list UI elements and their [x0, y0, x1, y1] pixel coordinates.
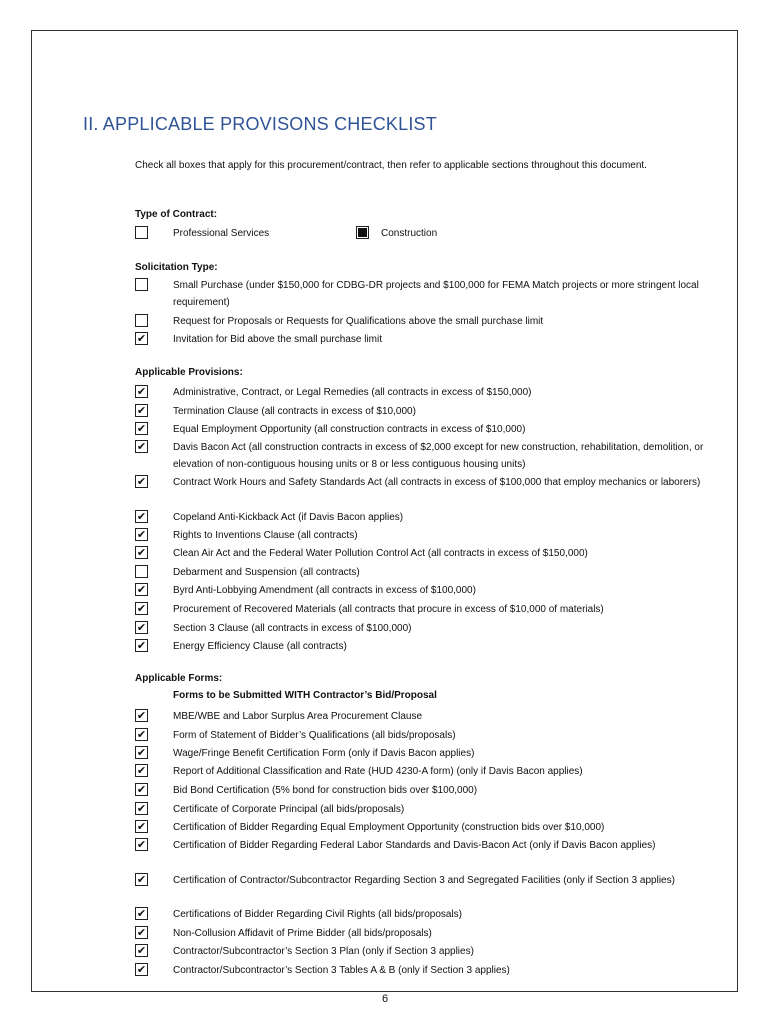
checkmark-icon: ✔ — [136, 838, 147, 851]
checkmark-icon: ✔ — [136, 602, 147, 615]
checklist-item-label: Certificate of Corporate Principal (all bids/proposals) — [173, 804, 405, 815]
checkmark-icon: ✔ — [136, 621, 147, 634]
checkbox[interactable] — [135, 422, 148, 435]
provision-item — [135, 620, 725, 637]
form-item — [135, 801, 725, 818]
checkbox[interactable] — [135, 332, 148, 345]
checkmark-icon: ✔ — [136, 907, 147, 920]
checkmark-icon: ✔ — [136, 583, 147, 596]
checkbox[interactable] — [135, 475, 148, 488]
checkmark-icon: ✔ — [136, 746, 147, 759]
applicable-provisions-heading: Applicable Provisions: — [135, 367, 243, 378]
provision-item — [135, 564, 725, 581]
checklist-item-label: Invitation for Bid above the small purchase limit — [173, 334, 382, 345]
checkmark-icon: ✔ — [136, 944, 147, 957]
provision-item — [135, 582, 725, 599]
form-item — [135, 763, 725, 780]
solicitation-item — [135, 277, 725, 311]
checkmark-icon: ✔ — [136, 728, 147, 741]
checkmark-icon: ✔ — [136, 546, 147, 559]
checkbox[interactable] — [135, 783, 148, 796]
checklist-item-label: Certification of Contractor/Subcontractor Regarding Section 3 and Segregated Facilities (only if Section 3 applies) — [173, 875, 675, 886]
checklist-item-label: Equal Employment Opportunity (all construction contracts in excess of $10,000) — [173, 424, 526, 435]
professional-services-label: Professional Services — [173, 228, 270, 239]
checkbox[interactable] — [135, 440, 148, 453]
checklist-item-label: Energy Efficiency Clause (all contracts) — [173, 641, 347, 652]
checkbox[interactable] — [135, 314, 148, 327]
checkmark-icon: ✔ — [136, 926, 147, 939]
checklist-item-label: Form of Statement of Bidder’s Qualifications (all bids/proposals) — [173, 730, 456, 741]
provision-item — [135, 601, 725, 618]
checkmark-icon: ✔ — [136, 709, 147, 722]
checkbox[interactable] — [135, 385, 148, 398]
checkmark-icon: ✔ — [136, 802, 147, 815]
provision-item — [135, 638, 725, 655]
checkbox[interactable] — [135, 528, 148, 541]
form-item — [135, 943, 725, 960]
construction-label: Construction — [381, 228, 438, 239]
checkbox[interactable] — [135, 278, 148, 291]
provision-item — [135, 403, 725, 420]
checklist-item-label: Administrative, Contract, or Legal Remedies (all contracts in excess of $150,000) — [173, 387, 532, 398]
checkbox[interactable] — [135, 639, 148, 652]
provision-item — [135, 527, 725, 544]
checkbox[interactable] — [135, 873, 148, 886]
checkbox[interactable] — [135, 728, 148, 741]
checkbox[interactable] — [135, 709, 148, 722]
checkmark-icon: ✔ — [136, 764, 147, 777]
checkmark-icon: ✔ — [136, 873, 147, 886]
checkbox[interactable] — [135, 926, 148, 939]
solicitation-item — [135, 331, 725, 348]
checklist-item-label: MBE/WBE and Labor Surplus Area Procurement Clause — [173, 711, 423, 722]
checkmark-icon: ✔ — [136, 440, 147, 453]
checkbox[interactable] — [135, 583, 148, 596]
form-item — [135, 745, 725, 762]
checklist-item-label: Report of Additional Classification and Rate (HUD 4230-A form) (only if Davis Bacon applies) — [173, 766, 583, 777]
page-number: 6 — [381, 993, 389, 1005]
form-item — [135, 819, 725, 836]
form-item — [135, 782, 725, 799]
checkbox[interactable] — [135, 746, 148, 759]
form-item — [135, 727, 725, 744]
solicitation-item — [135, 313, 725, 330]
solicitation-type-heading: Solicitation Type: — [135, 262, 218, 273]
construction-checkbox[interactable] — [356, 226, 369, 239]
checkbox[interactable] — [135, 764, 148, 777]
checkmark-icon: ✔ — [136, 332, 147, 345]
checklist-item-label: Termination Clause (all contracts in excess of $10,000) — [173, 406, 416, 417]
checklist-item-label: Debarment and Suspension (all contracts) — [173, 567, 360, 578]
checkmark-icon: ✔ — [136, 510, 147, 523]
checkbox[interactable] — [135, 546, 148, 559]
checkbox[interactable] — [135, 838, 148, 851]
checklist-item-label: Certification of Bidder Regarding Equal Employment Opportunity (construction bids over $10,000) — [173, 822, 605, 833]
checklist-item-label: Non-Collusion Affidavit of Prime Bidder (all bids/proposals) — [173, 928, 432, 939]
checklist-item-label: Clean Air Act and the Federal Water Pollution Control Act (all contracts in excess of $150,000) — [173, 548, 588, 559]
checklist-item-label: Procurement of Recovered Materials (all contracts that procure in excess of $10,000 of materials) — [173, 604, 604, 615]
checklist-item-label: Copeland Anti-Kickback Act (if Davis Bacon applies) — [173, 512, 404, 523]
provision-item — [135, 421, 725, 438]
checklist-item-label: Certification of Bidder Regarding Federal Labor Standards and Davis-Bacon Act (only if Davis Bacon applies) — [173, 840, 656, 851]
form-item — [135, 837, 725, 854]
provision-item — [135, 474, 725, 491]
provision-item — [135, 545, 725, 562]
type-of-contract-heading: Type of Contract: — [135, 209, 218, 220]
checkmark-icon: ✔ — [136, 528, 147, 541]
checkbox[interactable] — [135, 802, 148, 815]
section-title: II. APPLICABLE PROVISONS CHECKLIST — [83, 114, 437, 134]
checkmark-icon: ✔ — [136, 404, 147, 417]
form-item — [135, 906, 725, 923]
checklist-item-label: Contractor/Subcontractor’s Section 3 Plan (only if Section 3 applies) — [173, 946, 474, 957]
checklist-item-label: Section 3 Clause (all contracts in excess of $100,000) — [173, 623, 412, 634]
checklist-item-label: Small Purchase (under $150,000 for CDBG-DR projects and $100,000 for FEMA Match projects or more stringent local requirement) — [173, 280, 699, 308]
form-item — [135, 962, 725, 979]
checklist-item-label: Certifications of Bidder Regarding Civil Rights (all bids/proposals) — [173, 909, 463, 920]
checkmark-icon: ✔ — [136, 422, 147, 435]
provision-item — [135, 384, 725, 401]
form-item — [135, 708, 725, 725]
form-item — [135, 925, 725, 942]
checkmark-icon: ✔ — [136, 783, 147, 796]
checkbox[interactable] — [135, 963, 148, 976]
type-of-contract-options — [135, 225, 535, 243]
checklist-item-label: Byrd Anti-Lobbying Amendment (all contracts in excess of $100,000) — [173, 585, 476, 596]
checkbox-fill-icon — [358, 228, 367, 237]
checklist-item-label: Bid Bond Certification (5% bond for construction bids over $100,000) — [173, 785, 478, 796]
checkbox[interactable] — [135, 907, 148, 920]
checkmark-icon: ✔ — [136, 820, 147, 833]
checklist-item-label: Contract Work Hours and Safety Standards Act (all contracts in excess of $100,000 that employ mechanics or laborers) — [173, 477, 701, 488]
checklist-item-label: Wage/Fringe Benefit Certification Form (only if Davis Bacon applies) — [173, 748, 475, 759]
checkbox[interactable] — [135, 602, 148, 615]
checkmark-icon: ✔ — [136, 475, 147, 488]
checkmark-icon: ✔ — [136, 385, 147, 398]
checklist-item-label: Contractor/Subcontractor’s Section 3 Tables A & B (only if Section 3 applies) — [173, 965, 510, 976]
checkbox[interactable] — [135, 621, 148, 634]
checkmark-icon: ✔ — [136, 963, 147, 976]
checkbox[interactable] — [135, 510, 148, 523]
checkbox[interactable] — [135, 820, 148, 833]
applicable-forms-heading: Applicable Forms: — [135, 673, 223, 684]
checklist-item-label: Rights to Inventions Clause (all contracts) — [173, 530, 358, 541]
professional-services-checkbox[interactable] — [135, 226, 148, 239]
checkbox[interactable] — [135, 944, 148, 957]
provision-item — [135, 509, 725, 526]
checklist-item-label: Request for Proposals or Requests for Qualifications above the small purchase limit — [173, 316, 544, 327]
form-item — [135, 872, 725, 889]
checkmark-icon: ✔ — [136, 639, 147, 652]
checklist-item-label: Davis Bacon Act (all construction contracts in excess of $2,000 except for new construction, rehabilitation, demolition, or elevation of non-contiguous housing units or 8 or less contiguous housing units) — [173, 442, 704, 470]
intro-text: Check all boxes that apply for this procurement/contract, then refer to applicable sections throughout this document. — [135, 160, 647, 171]
checkbox[interactable] — [135, 404, 148, 417]
forms-subheading: Forms to be Submitted WITH Contractor’s Bid/Proposal — [173, 690, 437, 701]
provision-item — [135, 439, 725, 473]
checkbox[interactable] — [135, 565, 148, 578]
